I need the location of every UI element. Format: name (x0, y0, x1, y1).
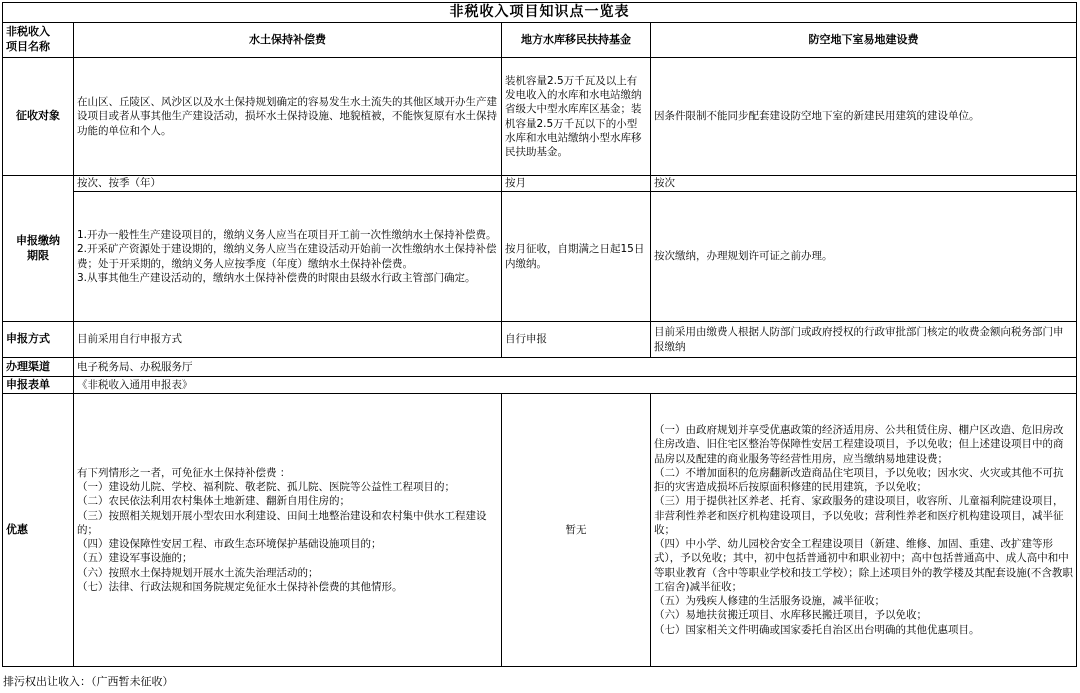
method-soil-conservation: 目前采用自行申报方式 (74, 322, 502, 358)
row-label-form: 申报表单 (3, 377, 74, 394)
period-sub-air-defense-fee: 按次 (651, 176, 1077, 192)
table-row (3, 176, 1077, 192)
period-sub-soil-conservation: 按次、按季（年） (74, 176, 502, 192)
col-header-soil-conservation: 水土保持补偿费 (74, 23, 502, 58)
table-row (3, 377, 1077, 394)
preferential-reservoir-fund: 暂无 (502, 394, 651, 667)
col-header-reservoir-fund: 地方水库移民扶持基金 (502, 23, 651, 58)
period-sub-reservoir-fund: 按月 (502, 176, 651, 192)
channel-value: 电子税务局、办税服务厅 (74, 358, 1077, 377)
row-label-period: 申报缴纳 期限 (3, 176, 74, 322)
table-row (3, 58, 1077, 176)
preferential-air-defense-fee: （一）由政府规划并享受优惠政策的经济适用房、公共租赁住房、棚户区改造、危旧房改住房改造、旧住宅区整治等保障性安居工程建设项目，予以免收；但上述建设项目中的商品房以及配建的商业服务等经营性用房，应当缴纳易地建设费； （二）不增加面积的危房翻新改造商品住宅项目，予以免收；因水灾、火灾或其他不可抗拒的灾害造成损坏后按原面积修建的民用建筑，予以免收； （三）用于提供社区养老、托育、家政服务的建设项目，收容所、儿童福利院建设项目，非营利性养老和医疗机构建设项目，予以免收；营利性养老和医疗机构建设项目，减半征收； （四）中小学、幼儿园校舍安全工程建设项目（新建、维修、加固、重建、改扩建等形式），予以免收；其中，初中包括普通初中和职业初中；高中包括普通高中、成人高中和中等职业教育（含中等职业学校和技工学校）；除上述项目外的教学楼及其配套设施(不含教职工宿舍)减半征收； （五）为残疾人修建的生活服务设施，减半征收； （六）易地扶贫搬迁项目、水库移民搬迁项目，予以免收； （七）国家相关文件明确或国家委托自治区出台明确的其他优惠项目。 (651, 394, 1077, 667)
method-reservoir-fund: 自行申报 (502, 322, 651, 358)
table-row (3, 358, 1077, 377)
period-soil-conservation: 1.开办一般性生产建设项目的，缴纳义务人应当在项目开工前一次性缴纳水土保持补偿费。 2.开采矿产资源处于建设期的，缴纳义务人应当在建设活动开始前一次性缴纳水土保持补偿费；处于开采期的，缴纳义务人应按季度（年度）缴纳水土保持补偿费。 3.从事其他生产建设活动的，缴纳水土保持补偿费的时限由县级水行政主管部门确定。 (74, 192, 502, 322)
row-label-method: 申报方式 (3, 322, 74, 358)
period-air-defense-fee: 按次缴纳，办理规划许可证之前办理。 (651, 192, 1077, 322)
item-name-header: 非税收入 项目名称 (3, 23, 74, 58)
preferential-soil-conservation: 有下列情形之一者，可免征水土保持补偿费 ： （一）建设幼儿院、学校、福利院、敬老院、孤儿院、医院等公益性工程项目的； （二）农民依法利用农村集体土地新建、翻新自用住房的； （三）按照相关规划开展小型农田水利建设、田间土地整治建设和农村集中供水工程建设的； （四）建设保障性安居工程、市政生态环境保护基础设施项目的； （五）建设军事设施的； （六）按照水土保持规划开展水土流失治理活动的； （七）法律、行政法规和国务院规定免征水土保持补偿费的其他情形。 (74, 394, 502, 667)
row-label-channel: 办理渠道 (3, 358, 74, 377)
table-row (3, 192, 1077, 322)
method-air-defense-fee: 目前采用由缴费人根据人防部门或政府授权的行政审批部门核定的收费金额向税务部门申报缴纳 (651, 322, 1077, 358)
form-value: 《非税收入通用申报表》 (74, 377, 1077, 394)
objects-air-defense-fee: 因条件限制不能同步配套建设防空地下室的新建民用建筑的建设单位。 (651, 58, 1077, 176)
row-label-objects: 征收对象 (3, 58, 74, 176)
period-reservoir-fund: 按月征收，自期满之日起15日内缴纳。 (502, 192, 651, 322)
table-row (3, 322, 1077, 358)
objects-soil-conservation: 在山区、丘陵区、风沙区以及水土保持规划确定的容易发生水土流失的其他区域开办生产建设项目或者从事其他生产建设活动，损坏水土保持设施、地貌植被，不能恢复原有水土保持功能的单位和个人。 (74, 58, 502, 176)
table-title: 非税收入项目知识点一览表 (3, 3, 1077, 23)
row-label-preferential: 优惠 (3, 394, 74, 667)
footer-note: 排污权出让收入：（广西暂未征收） (3, 675, 174, 688)
non-tax-revenue-table (2, 2, 1077, 667)
col-header-air-defense-fee: 防空地下室易地建设费 (651, 23, 1077, 58)
objects-reservoir-fund: 装机容量2.5万千瓦及以上有发电收入的水库和水电站缴纳省级大中型水库库区基金；装机容量2.5万千瓦以下的小型水库和水电站缴纳小型水库移民扶助基金。 (502, 58, 651, 176)
table-row (3, 394, 1077, 667)
